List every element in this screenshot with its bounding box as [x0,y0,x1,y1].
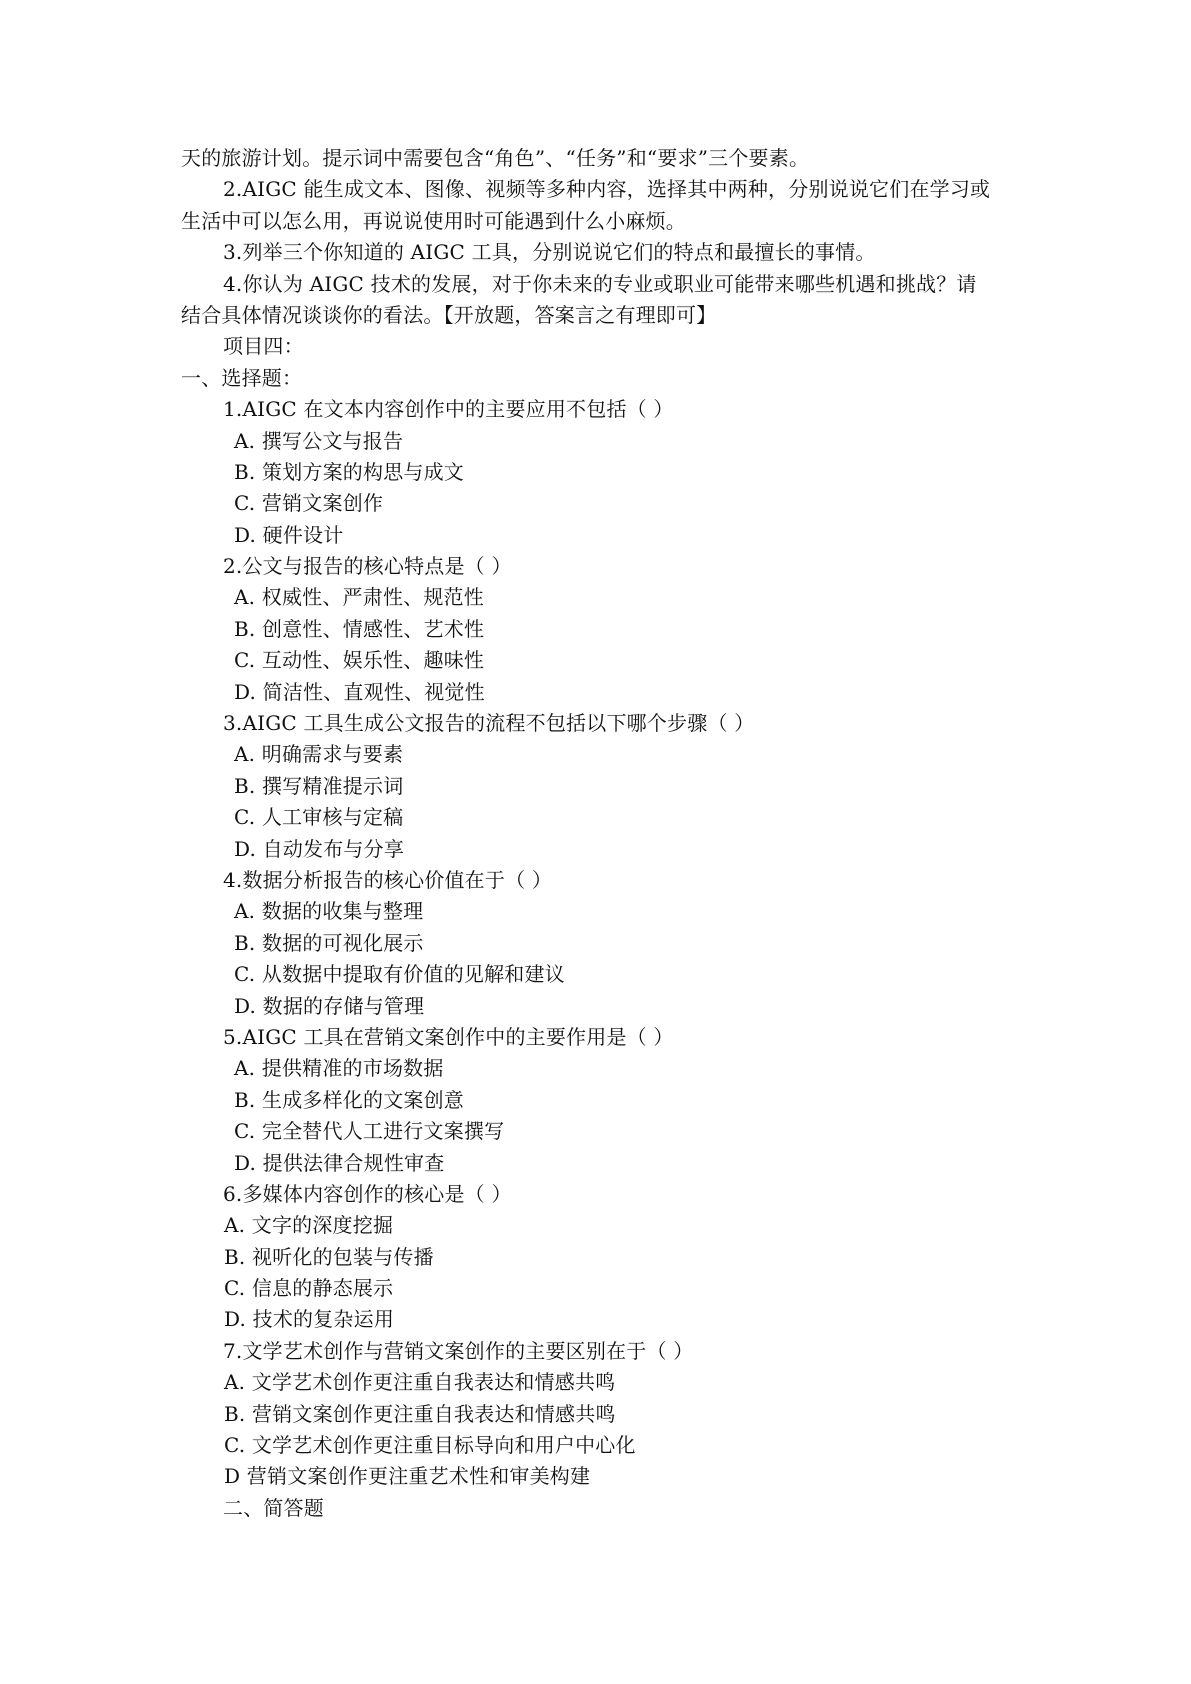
text-line: A. 明确需求与要素 [234,742,404,767]
text-line: A. 文字的深度挖掘 [224,1213,394,1238]
text-line: 项目四： [223,334,304,359]
text-line: 3.AIGC 工具生成公文报告的流程不包括以下哪个步骤（ ） [223,711,755,736]
text-line: A. 撰写公文与报告 [234,428,404,453]
text-line: A. 数据的收集与整理 [234,899,424,924]
text-line: 4.你认为 AIGC 技术的发展，对于你未来的专业或职业可能带来哪些机遇和挑战？请 [223,271,977,296]
text-line: 4.数据分析报告的核心价值在于（ ） [223,867,553,892]
text-line: D. 硬件设计 [234,522,344,547]
text-line: C. 营销文案创作 [234,491,384,516]
text-line: 6.多媒体内容创作的核心是（ ） [223,1181,512,1206]
text-line: 2.公文与报告的核心特点是（ ） [223,554,512,579]
text-line: 2.AIGC 能生成文本、图像、视频等多种内容，选择其中两种，分别说说它们在学习或 [223,177,991,202]
text-line: D. 提供法律合规性审查 [234,1150,445,1175]
text-line: 二、简答题 [223,1495,324,1520]
text-line: 生活中可以怎么用，再说说使用时可能遇到什么小麻烦。 [181,208,686,233]
text-line: 7.文学艺术创作与营销文案创作的主要区别在于（ ） [223,1338,694,1363]
text-line: 5.AIGC 工具在营销文案创作中的主要作用是（ ） [223,1024,674,1049]
text-line: C. 从数据中提取有价值的见解和建议 [234,962,565,987]
text-line: D. 简洁性、直观性、视觉性 [234,679,485,704]
text-line: 1.AIGC 在文本内容创作中的主要应用不包括（ ） [223,397,674,422]
text-line: B. 策划方案的构思与成文 [234,459,465,484]
text-line: B. 视听化的包装与传播 [224,1244,434,1269]
text-line: B. 创意性、情感性、艺术性 [234,616,485,641]
text-line: C. 完全替代人工进行文案撰写 [234,1119,505,1144]
text-line: 结合具体情况谈谈你的看法。【开放题，答案言之有理即可】 [181,302,717,327]
text-line: D. 技术的复杂运用 [224,1307,395,1332]
text-line: D. 自动发布与分享 [234,836,405,861]
document-body [181,143,1011,1524]
text-line: A. 权威性、严肃性、规范性 [234,585,484,610]
text-line: 天的旅游计划。提示词中需要包含“角色”、“任务”和“要求”三个要素。 [181,146,810,170]
text-line: B. 生成多样化的文案创意 [234,1087,465,1112]
text-line: B. 数据的可视化展示 [234,930,424,955]
text-line: C. 文学艺术创作更注重目标导向和用户中心化 [224,1433,636,1458]
text-line: A. 提供精准的市场数据 [234,1056,444,1081]
text-line: A. 文学艺术创作更注重自我表达和情感共鸣 [224,1370,616,1395]
text-line: B. 营销文案创作更注重自我表达和情感共鸣 [224,1401,616,1426]
text-line: 3.列举三个你知道的 AIGC 工具，分别说说它们的特点和最擅长的事情。 [223,240,876,265]
text-line: C. 人工审核与定稿 [234,805,404,830]
text-line: 一、选择题： [181,365,303,390]
text-line: D 营销文案创作更注重艺术性和审美构建 [224,1464,591,1489]
text-line: B. 撰写精准提示词 [234,773,404,798]
text-line: C. 信息的静态展示 [224,1276,394,1301]
text-line: C. 互动性、娱乐性、趣味性 [234,648,485,673]
text-line: D. 数据的存储与管理 [234,993,425,1018]
